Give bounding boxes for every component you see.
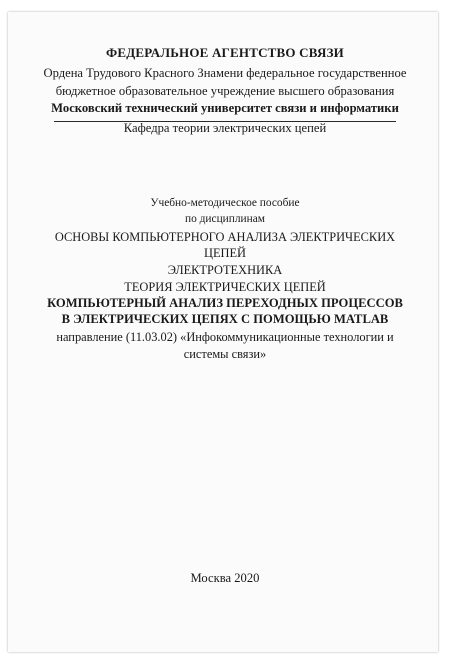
- direction-line-2: системы связи»: [183, 347, 267, 361]
- discipline-3: ТЕОРИЯ ЭЛЕКТРИЧЕСКИХ ЦЕПЕЙ: [124, 280, 326, 294]
- document-title-line-1: КОМПЬЮТЕРНЫЙ АНАЛИЗ ПЕРЕХОДНЫХ ПРОЦЕССОВ: [47, 296, 403, 310]
- department-name: Кафедра теории электрических цепей: [123, 121, 327, 135]
- discipline-1-line-1: ОСНОВЫ КОМПЬЮТЕРНОГО АНАЛИЗА ЭЛЕКТРИЧЕСКИХ: [54, 230, 396, 244]
- city-year: Москва 2020: [190, 571, 260, 585]
- institution-line-2: бюджетное образовательное учреждение высшего образования: [55, 84, 395, 98]
- document-title-line-2: В ЭЛЕКТРИЧЕСКИХ ЦЕПЯХ С ПОМОЩЬЮ MATLAB: [61, 312, 389, 326]
- discipline-1-line-2: ЦЕПЕЙ: [204, 246, 246, 260]
- agency-name: ФЕДЕРАЛЬНОЕ АГЕНТСТВО СВЯЗИ: [106, 45, 344, 60]
- publication-type: Учебно-методическое пособие: [150, 197, 300, 209]
- institution-line-1: Ордена Трудового Красного Знамени федеральное государственное: [43, 66, 407, 80]
- disciplines-intro: по дисциплинам: [184, 213, 265, 225]
- discipline-2: ЭЛЕКТРОТЕХНИКА: [167, 263, 283, 277]
- university-name: Московский технический университет связи и информатики: [51, 101, 399, 115]
- direction-line-1: направление (11.03.02) «Инфокоммуникационные технологии и: [56, 330, 394, 344]
